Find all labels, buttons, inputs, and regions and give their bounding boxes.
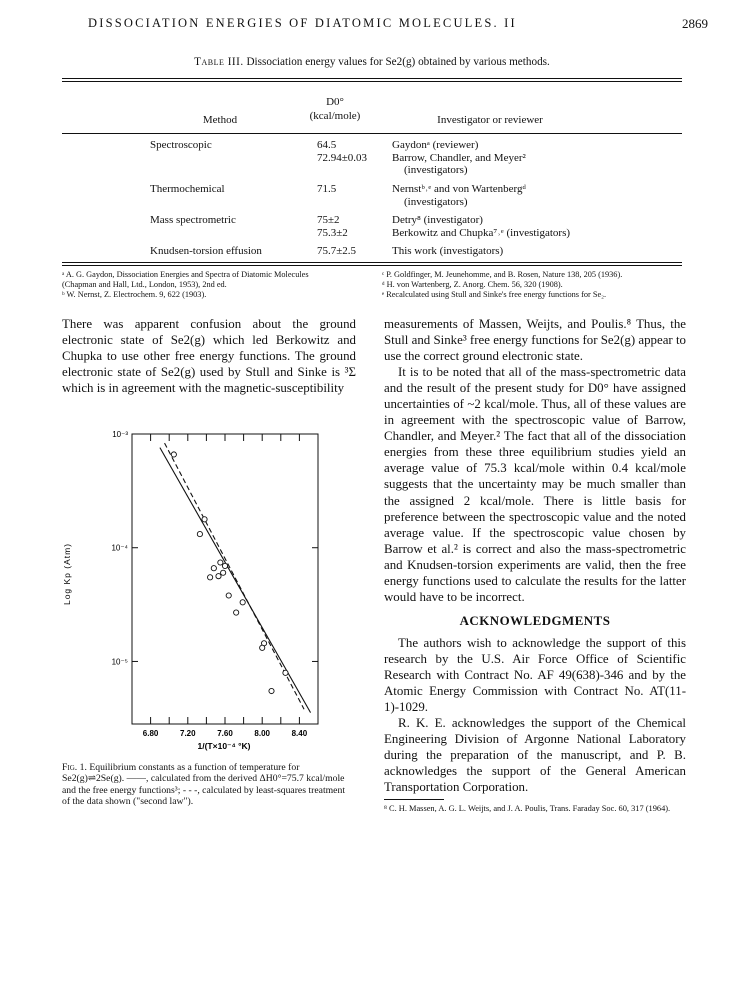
table-header-rule	[62, 133, 682, 134]
body-paragraph: R. K. E. acknowledges the support of the Chemical Engineering Division of Argonne National Laboratory during the preparation of the manuscript, and P. B. acknowledges the support of the General American Transportation Corporation.	[384, 716, 686, 795]
table-caption-lead: Table III.	[194, 56, 244, 68]
x-tick-label: 6.80	[142, 729, 159, 738]
row-value: 64.5	[317, 139, 337, 151]
page-number: 2869	[682, 16, 708, 31]
data-point	[211, 566, 216, 571]
body-paragraph: There was apparent confusion about the ground electronic state of Se2(g) which led Berkowitz and Chupka to use other free energy functions. The ground electronic state of Se2(g) used by Stull and Sinke is ³Σ which is in agreement with the magnetic-susceptibility	[62, 317, 356, 396]
data-point	[234, 610, 239, 615]
table-top-rule	[62, 78, 682, 79]
figure-caption-text: Equilibrium constants as a function of temperature for Se2(g)⇌2Se(g). ——, calculated from the derived ΔH0°=75.7 kcal/mole and the free energy functions³; - - -, calculated by least-squares treatment of the data shown ("second law").	[62, 762, 346, 807]
table-bottom-rule-2	[62, 265, 682, 266]
row-method: Thermochemical	[150, 183, 225, 195]
acknowledgments-heading: ACKNOWLEDGMENTS	[459, 613, 611, 628]
row-investigator: (investigators)	[404, 196, 468, 208]
table-footnote: ᵃ A. G. Gaydon, Dissociation Energies and Spectra of Diatomic Molecules	[62, 270, 309, 279]
data-point	[222, 563, 227, 568]
row-investigator: Barrow, Chandler, and Meyer²	[392, 152, 526, 164]
x-tick-label: 7.20	[180, 729, 196, 738]
footnote: ⁸ C. H. Massen, A. G. L. Weijts, and J. A. Poulis, Trans. Faraday Soc. 60, 317 (1964).	[384, 804, 671, 814]
row-investigator: Nernstᵇ˒ᵉ and von Wartenbergᵈ	[392, 183, 526, 195]
body-paragraph: The authors wish to acknowledge the support of this research by the U.S. Air Force Office of Scientific Research with Contract No. AF 49(638)-346 and by the Atomic Energy Commission with Contract No. AT(11-1)-1029.	[384, 635, 686, 715]
body-paragraph: It is to be noted that all of the mass-spectrometric data and the result of the present study for D0° have assigned uncertainties of ~2 kcal/mole. Thus, all of these values are in agreement with the spectroscopic value of Barrow, Chandler, and Meyer.² The fact that all of the dissociation energies from these three equilibrium studies yield an average value of 75.3 kcal/mole within 0.4 kcal/mole suggests that the uncertainty may be much smaller than the assigned 2 kcal/mole. There is little basis for preference between the spectroscopic value and the noted average value. If the spectroscopic value chosen by Barrow et al.² is correct and also the mass-spectrometric and Knudsen-torsion experiments are valid, then the free energy functions used to calculate the results for the latter would have to be incorrect.	[384, 365, 686, 604]
table-caption-text: Dissociation energy values for Se2(g) obtained by various methods.	[246, 56, 550, 68]
running-title: DISSOCIATION ENERGIES OF DIATOMIC MOLECULES. II	[88, 16, 517, 30]
y-tick-label: 10⁻³	[112, 430, 128, 439]
data-point	[218, 560, 223, 565]
data-point	[197, 531, 202, 536]
data-point	[208, 575, 213, 580]
footnote-rule	[384, 799, 444, 800]
data-point	[240, 600, 245, 605]
y-tick-label: 10⁻⁵	[111, 657, 128, 667]
data-point	[216, 574, 221, 579]
row-value: 72.94±0.03	[317, 152, 368, 164]
y-tick-label: 10⁻⁴	[111, 543, 128, 553]
table-top-rule-2	[62, 81, 682, 82]
row-investigator: Berkowitz and Chupka⁷˒ᵉ (investigators)	[392, 227, 571, 239]
running-header	[88, 16, 708, 36]
data-point	[171, 452, 176, 457]
row-method: Mass spectrometric	[150, 214, 236, 226]
x-tick-label: 8.00	[254, 729, 270, 738]
second-law-fit-line	[165, 443, 304, 709]
row-method: Spectroscopic	[150, 139, 212, 151]
figure-caption	[62, 762, 352, 807]
table-footnote: ᵈ H. von Wartenberg, Z. Anorg. Chem. 56, 320 (1908).	[382, 280, 563, 289]
row-investigator: This work (investigators)	[392, 245, 504, 257]
y-axis-label: Log Kp (Atm)	[62, 542, 72, 606]
table-footnote: ᵇ W. Nernst, Z. Electrochem. 9, 622 (1903).	[62, 290, 207, 299]
table-caption	[62, 56, 682, 68]
data-point	[221, 570, 226, 575]
row-method: Knudsen-torsion effusion	[150, 245, 262, 257]
col-investigator-header: Investigator or reviewer	[437, 114, 543, 126]
col-method-header: Method	[202, 114, 238, 126]
figure-plot	[62, 424, 362, 754]
row-investigator: (investigators)	[404, 164, 468, 176]
table-bottom-rule	[62, 262, 682, 263]
table-footnote: ᶜ P. Goldfinger, M. Jeunehomme, and B. Rosen, Nature 138, 205 (1936).	[382, 270, 623, 279]
row-value: 75±2	[317, 214, 340, 226]
row-value: 71.5	[317, 183, 337, 195]
body-paragraph: measurements of Massen, Weijts, and Poulis.⁸ Thus, the Stull and Sinke³ free energy functions for Se2(g) appear to use the correct ground electronic state.	[384, 317, 686, 364]
row-value: 75.3±2	[317, 227, 348, 239]
x-tick-label: 8.40	[291, 729, 308, 738]
col-d0-header: D0°	[326, 96, 344, 108]
table-footnote: ᵉ Recalculated using Stull and Sinke's free energy functions for Se₂.	[382, 290, 607, 299]
data-point	[283, 670, 288, 675]
right-column	[384, 316, 686, 814]
row-investigator: Gaydonᵃ (reviewer)	[392, 139, 479, 151]
row-value: 75.7±2.5	[317, 245, 357, 257]
row-investigator: Detry⁸ (investigator)	[392, 214, 483, 226]
left-column	[62, 316, 356, 396]
data-point	[269, 688, 274, 693]
x-axis-label: 1/(T×10⁻⁴ °K)	[197, 741, 251, 751]
table-footnote: (Chapman and Hall, Ltd., London, 1953), 2nd ed.	[62, 280, 227, 289]
plot-frame	[132, 434, 318, 724]
figure-caption-lead: Fig. 1.	[62, 762, 87, 773]
data-point	[202, 517, 207, 522]
data-point	[260, 645, 265, 650]
col-units-header: (kcal/mole)	[309, 110, 361, 122]
data-point	[226, 593, 231, 598]
x-tick-label: 7.60	[217, 729, 233, 738]
